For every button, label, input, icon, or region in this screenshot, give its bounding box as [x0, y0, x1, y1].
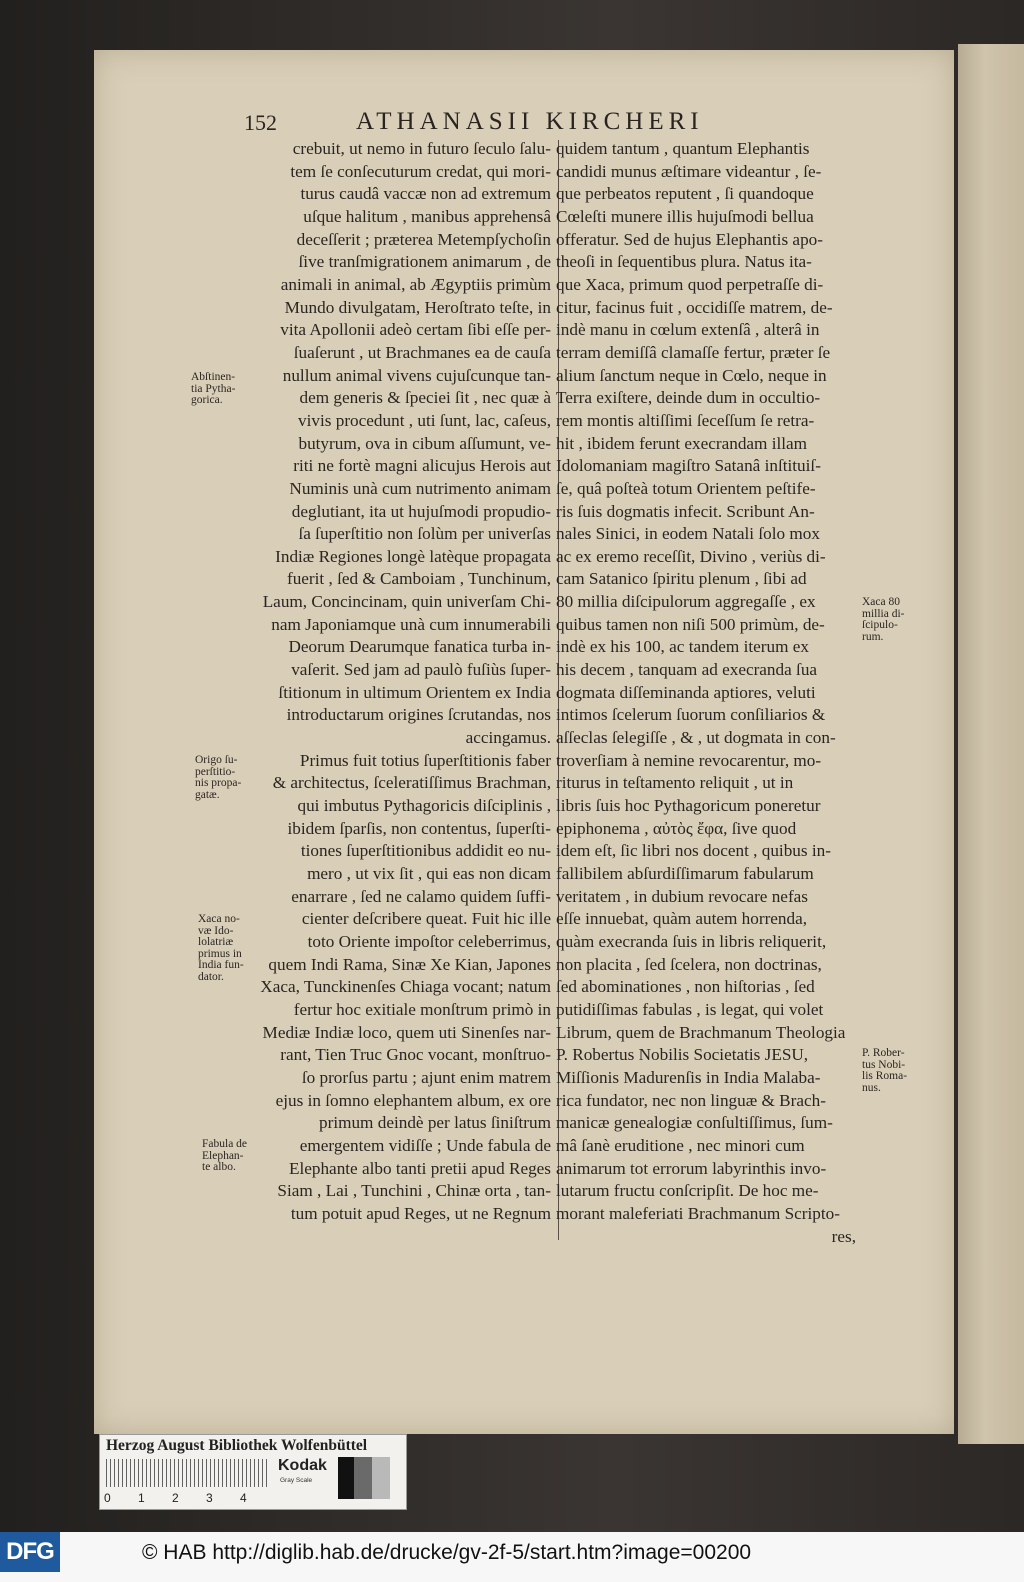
margin-note-line: P. Rober- [862, 1047, 905, 1059]
margin-note-line: te albo. [202, 1161, 236, 1173]
margin-note-origo [195, 755, 241, 801]
text-line: quàm execranda ſuis in libris reliquerit, [556, 931, 827, 951]
margin-note-line: ſcipulo- [862, 619, 898, 631]
text-line: ſtitionum in ultimum Orientem ex India [278, 682, 551, 702]
text-line: res, [831, 1226, 856, 1246]
text-line: lutarum fructu conſcripſit. De hoc me- [556, 1181, 819, 1201]
text-line: Librum, quem de Brachmanum Theologia [556, 1022, 846, 1042]
page-number: 152 [244, 110, 277, 135]
ruler-scale [106, 1459, 268, 1487]
text-line: ibidem ſparſis, non contentus, ſuperſti- [287, 818, 551, 838]
text-line: & architectus, ſceleratiſſimus Brachman, [272, 773, 551, 793]
text-line: ſe, quâ poſteà totum Orientem peſtife- [556, 478, 816, 498]
text-line: fuerit , ſed & Camboiam , Tunchinum, [286, 569, 551, 589]
text-line: Cœleſti munere illis hujuſmodi bellua [556, 206, 814, 226]
margin-note-line: Fabula de [202, 1138, 248, 1150]
text-line: Mundo divulgatam, Heroſtrato teſte, in [284, 297, 551, 317]
margin-note-line: millia di- [862, 607, 905, 620]
text-line: offeratur. Sed de hujus Elephantis apo- [556, 229, 823, 249]
text-line: mero , ut vix ſit , qui eas non dicam [307, 864, 551, 883]
text-line: troverſiam à nemine revocarentur, mo- [556, 750, 822, 770]
text-line: P. Robertus Nobilis Societatis JESU, [556, 1045, 809, 1065]
text-line: emergentem vidiſſe ; Unde fabula de [299, 1135, 551, 1155]
text-line: vaſerit. Sed jam ad paulò fuſiùs ſuper- [291, 660, 551, 680]
text-line: Indiæ Regiones longè latèque propagata [275, 546, 551, 566]
text-line: deceſſerit ; præterea Metempſychoſin [296, 229, 551, 249]
text-line: turus caudâ vaccæ non ad extremum [300, 184, 551, 204]
text-line: crebuit, ut nemo in futuro ſeculo ſalu- [292, 139, 551, 158]
text-line: ac ex eremo receſſit, Divino , veriùs di- [556, 546, 826, 566]
text-line: animarum tot errorum labyrinthis invo- [556, 1158, 827, 1178]
text-line: quibus tamen non niſi 500 primùm, de- [556, 614, 825, 634]
text-line: idem eſt, ſic libri nos docent , quibus in- [556, 841, 831, 861]
text-line: animali in animal, ab Ægyptiis primùm [280, 274, 551, 294]
kodak-label: Kodak [278, 1457, 327, 1474]
margin-note-line: gatæ. [195, 788, 220, 801]
margin-note-line: lis Roma- [862, 1070, 908, 1082]
page-header [244, 106, 844, 140]
margin-note-line: tus Nobi- [862, 1058, 906, 1071]
text-line: terram demiſſâ clamaſſe fertur, præter ſe [556, 342, 831, 362]
text-line: Idolomaniam magiſtro Satanâ inſtituiſ- [556, 456, 821, 476]
text-line: vita Apollonii adeò certam ſibi eſſe per- [280, 320, 551, 340]
margin-note-line: gorica. [191, 394, 223, 406]
text-line: veritatem , in dubium revocare nefas [556, 886, 808, 906]
margin-note-line: dator. [198, 970, 224, 983]
text-line: nullum animal vivens cujuſcunque tan- [282, 365, 551, 385]
text-line: Deorum Dearumque fanatica turba in- [288, 637, 551, 657]
text-line: aſſeclas ſelegiſſe , & , ut dogmata in con- [556, 728, 836, 748]
colorbar-title: Herzog August Bibliothek Wolfenbüttel [106, 1437, 368, 1454]
text-line: Mediæ Indiæ loco, quem uti Sinenſes nar- [262, 1022, 551, 1042]
text-line: citur, facinus fuit , occidiſſe matrem, de- [556, 297, 833, 317]
text-line: tum potuit apud Reges, ut ne Regnum [290, 1203, 551, 1223]
margin-note-line: primus in [198, 947, 242, 960]
margin-note-robertus [862, 1048, 907, 1094]
text-line: butyrum, ova in cibum aſſumunt, ve- [298, 433, 551, 453]
text-line: rant, Tien Truc Gnoc vocant, monſtruo- [280, 1045, 551, 1065]
margin-note-line: Elephan- [202, 1149, 244, 1162]
text-line: mâ ſanè eruditione , nec minori cum [556, 1135, 805, 1155]
running-title: ATHANASII KIRCHERI [356, 108, 704, 135]
text-line: Xaca, Tunckinenſes Chiaga vocant; natum [260, 977, 551, 997]
text-line: cienter deſcribere queat. Fuit hic ille [301, 909, 551, 929]
text-line: cam Satanico ſpiritu plenum , ſibi ad [556, 569, 807, 589]
ruler-numbers: 0 1 2 3 4 [104, 1491, 247, 1505]
margin-note-line: rum. [862, 630, 884, 643]
text-line: Numinis unà cum nutrimento animam [289, 478, 551, 498]
text-line: hit , ibidem ferunt execrandam illam [556, 433, 808, 453]
text-line: non placita , ſed ſcelera, non doctrinas, [556, 954, 822, 974]
text-line: ejus in ſomno elephantem album, ex ore [275, 1090, 551, 1110]
text-line: quidem tantum , quantum Elephantis [556, 139, 810, 158]
text-line: deglutiant, ita ut hujuſmodi propudio- [291, 501, 551, 521]
margin-note-line: Xaca 80 [862, 596, 900, 608]
margin-note-abstinentia [191, 372, 235, 407]
margin-note-line: lolatriæ [198, 936, 234, 948]
text-line: vivis procedunt , uti ſunt, lac, caſeus, [298, 410, 551, 430]
margin-note-line: tia Pytha- [191, 382, 236, 395]
text-line: qui imbutus Pythagoricis diſciplinis , [297, 796, 551, 816]
text-line: dem generis & ſpeciei ſit , nec quæ à [299, 388, 551, 408]
margin-note-fabula [202, 1139, 247, 1174]
text-line: que Xaca, primum quod perpetraſſe di- [556, 274, 824, 294]
text-line: candidi munus æſtimare videantur , ſe- [556, 161, 822, 181]
text-line: ris ſuis dogmatis infecit. Scribunt An- [556, 501, 815, 521]
text-line: Elephante albo tanti pretii apud Reges [288, 1158, 551, 1178]
text-line: fertur hoc exitiale monſtrum primò in [293, 999, 551, 1019]
margin-note-line: Abſtinen- [191, 371, 236, 383]
text-line: riti ne fortè magni alicujus Herois aut [293, 456, 551, 476]
gray-patch-black [338, 1457, 354, 1499]
text-line: eſſe innuebat, quàm autem horrenda, [556, 909, 808, 929]
text-line: riturus in teſtamento reliquit , ut in [556, 773, 794, 793]
text-line: nales Sinici, in eodem Natali ſolo mox [556, 524, 820, 544]
text-line: rem montis altiſſimi ſeceſſum ſe retra- [556, 410, 815, 430]
facing-page-edge [958, 44, 1024, 1444]
margin-note-xaca [198, 914, 244, 983]
text-line: primum deindè per latus ſiniſtrum [319, 1113, 551, 1133]
margin-note-line: Origo ſu- [195, 754, 238, 766]
text-line: ſa ſuperſtitio non ſolùm per univerſas [298, 524, 551, 544]
text-line: tem ſe conſecuturum credat, qui mori- [290, 161, 551, 181]
color-reference-bar [99, 1434, 407, 1510]
text-line: ſuaſerunt , ut Brachmanes ea de cauſa [293, 342, 551, 362]
text-line: Miſſionis Madurenſis in India Malaba- [556, 1067, 821, 1087]
footer-bar [0, 1532, 1024, 1582]
text-line: toto Oriente impoſtor celeberrimus, [307, 931, 551, 951]
text-line: uſque halitum , manibus apprehensâ [303, 206, 551, 226]
gray-patch-mid [354, 1457, 372, 1499]
gray-patch-light [372, 1457, 390, 1499]
text-line: indè manu in cœlum extenſâ , alterâ in [556, 320, 820, 340]
left-column [249, 138, 551, 1226]
text-line: enarrare , ſed ne calamo quidem ſuffi- [291, 886, 551, 906]
text-line: Laum, Concincinam, quin univerſam Chi- [262, 592, 551, 612]
margin-note-line: perſtitio- [195, 765, 236, 778]
footer-url[interactable]: © HAB http://diglib.hab.de/drucke/gv-2f-5/start.htm?image=00200 [142, 1541, 752, 1564]
margin-note-xaca-80 [862, 597, 904, 643]
text-line: ſive tranſmigrationem animarum , de [298, 252, 551, 272]
text-line: introductarum origines ſcrutandas, nos [286, 705, 551, 725]
text-line: dogmata diſſeminanda aptiores, veluti [556, 682, 816, 702]
text-line: epiphonema , αὐτὸς ἔφα, ſive quod [556, 818, 797, 838]
text-line: que perbeatos reputent , ſi quandoque [556, 184, 814, 204]
text-line: libris ſuis hoc Pythagoricum poneretur [556, 796, 821, 816]
margin-note-line: Xaca no- [198, 913, 240, 925]
text-line: ſed abominationes , non hiſtorias , ſed [556, 977, 815, 997]
gray-scale-label: Gray Scale [280, 1477, 313, 1484]
text-line: fallibilem abſurdiſſimarum fabularum [556, 864, 814, 883]
margin-note-line: India fun- [198, 959, 244, 971]
text-line: Siam , Lai , Tunchini , Chinæ orta , tan- [277, 1181, 551, 1201]
text-line: 80 millia diſcipulorum aggregaſſe , ex [556, 592, 816, 612]
text-line: putidiſſimas fabulas , is legat, qui volet [556, 999, 824, 1019]
margin-note-line: nis propa- [195, 777, 242, 789]
dfg-logo: DFG [0, 1532, 60, 1572]
book-page [94, 50, 954, 1434]
margin-note-line: væ Ido- [198, 924, 234, 937]
text-line: accingamus. [465, 728, 551, 748]
text-line: indè ex his 100, ac tandem iterum ex [556, 637, 809, 657]
text-line: nam Japoniamque unà cum innumerabili [271, 614, 551, 634]
text-line: theoſi in ſequentibus plura. Natus ita- [556, 252, 812, 272]
text-line: Terra exiſtere, deinde dum in occultio- [556, 388, 821, 408]
text-line: tiones ſuperſtitionibus addidit eo nu- [300, 841, 551, 861]
text-line: Primus fuit totius ſuperſtitionis faber [299, 750, 551, 770]
text-line: quem Indi Rama, Sinæ Xe Kian, Japones [268, 954, 551, 974]
text-line: manicæ genealogiæ conſultiſſimus, ſum- [556, 1113, 833, 1133]
text-line: his decem , tanquam ad execranda ſua [556, 660, 818, 680]
text-line: morant maleferiati Brachmanum Scripto- [556, 1203, 840, 1223]
text-line: alium ſanctum neque in Cœlo, neque in [556, 365, 827, 385]
margin-note-line: nus. [862, 1081, 881, 1094]
text-line: intimos ſcelerum ſuorum conſiliarios & [556, 705, 826, 725]
text-line: ſo prorſus partu ; ajunt enim matrem [301, 1067, 551, 1087]
right-column [556, 138, 856, 1248]
text-line: rica fundator, nec non linguæ & Brach- [556, 1090, 826, 1110]
